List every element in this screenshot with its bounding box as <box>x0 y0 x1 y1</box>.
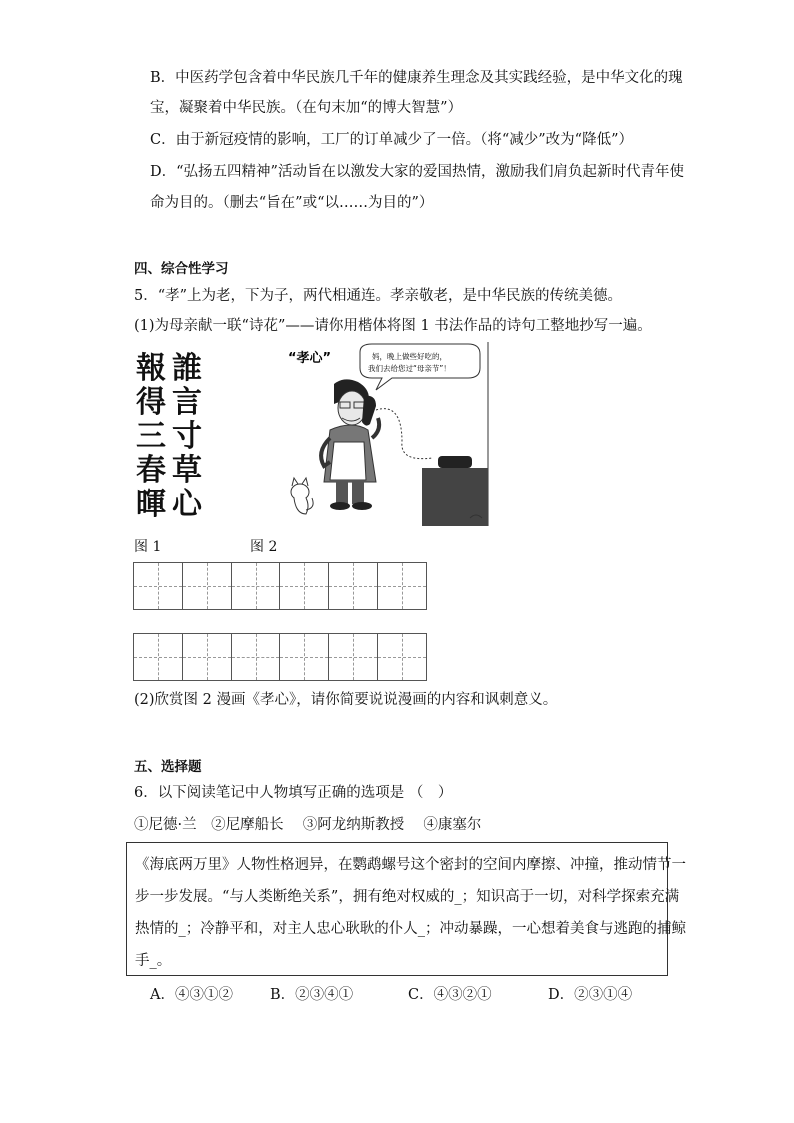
q5-intro: 5．“孝”上为老，下为子，两代相通连。孝亲敬老，是中华民族的传统美德。 <box>134 288 623 304</box>
note-line: 热情的_；冷静平和，对主人忠心耿耿的仆人_；冲动暴躁，一心想着美食与逃跑的捕鲸 <box>135 921 686 937</box>
section5-heading: 五、选择题 <box>134 759 202 775</box>
option-b[interactable]: B．②③④① <box>270 987 354 1003</box>
reading-note-box <box>126 842 686 976</box>
calligraphy-figure <box>134 352 214 522</box>
callig-char: 暉 <box>136 487 166 522</box>
callig-char: 報 <box>136 351 166 386</box>
q5-part2: (2)欣赏图 2 漫画《孝心》，请你简要说说漫画的内容和讽刺意义。 <box>134 692 558 708</box>
writing-cell[interactable] <box>329 563 378 609</box>
option-d-line2: 命为目的。（删去“旨在”或“以……为目的”） <box>150 195 434 211</box>
writing-cell[interactable] <box>280 563 329 609</box>
option-b-line2: 宝，凝聚着中华民族。（在句末加“的博大智慧”） <box>150 100 463 116</box>
option-a[interactable]: A．④③①② <box>150 987 233 1003</box>
note-line: 《海底两万里》人物性格迥异，在鹦鹉螺号这个密封的空间内摩擦、冲撞，推动情节一 <box>135 857 686 873</box>
writing-cell[interactable] <box>183 634 232 680</box>
callig-char: 草 <box>172 453 202 488</box>
comic-figure <box>272 342 490 526</box>
q5-part1: (1)为母亲献一联“诗花”——请你用楷体将图 1 书法作品的诗句工整地抄写一遍。 <box>134 318 652 334</box>
writing-grid-row2[interactable] <box>133 633 427 681</box>
option-c[interactable]: C．④③②① <box>408 987 492 1003</box>
note-line: 步一步发展。“与人类断绝关系”，拥有绝对权威的_；知识高于一切，对科学探索充满 <box>135 889 680 905</box>
writing-grid-row1[interactable] <box>133 562 427 610</box>
callig-char: 寸 <box>172 419 202 454</box>
writing-cell[interactable] <box>232 563 281 609</box>
option-b-line1: B．中医药学包含着中华民族几千年的健康养生理念及其实践经验，是中华文化的瑰 <box>150 70 683 86</box>
option-d[interactable]: D．②③①④ <box>548 987 633 1003</box>
writing-cell[interactable] <box>378 634 426 680</box>
writing-cell[interactable] <box>232 634 281 680</box>
callig-char: 言 <box>172 385 202 420</box>
callig-char: 三 <box>136 419 166 454</box>
writing-cell[interactable] <box>378 563 426 609</box>
comic-bubble-line2: 我们去给您过“母亲节”！ <box>368 364 451 373</box>
note-line: 手_。 <box>135 953 172 969</box>
writing-cell[interactable] <box>183 563 232 609</box>
q6-items: ①尼德·兰 ②尼摩船长 ③阿龙纳斯教授 ④康塞尔 <box>134 817 482 833</box>
option-d-line1: D．“弘扬五四精神”活动旨在以激发大家的爱国热情，激励我们肩负起新时代青年使 <box>150 164 684 180</box>
writing-cell[interactable] <box>134 563 183 609</box>
callig-char: 誰 <box>172 351 202 386</box>
q6-stem: 6．以下阅读笔记中人物填写正确的选项是 （ ） <box>134 785 453 801</box>
callig-char: 心 <box>172 487 202 522</box>
option-c-line: C．由于新冠疫情的影响，工厂的订单减少了一倍。（将“减少”改为“降低”） <box>150 132 633 148</box>
comic-title: “孝心” <box>288 351 332 366</box>
callig-char: 得 <box>136 385 166 420</box>
writing-cell[interactable] <box>134 634 183 680</box>
callig-char: 春 <box>136 453 166 488</box>
section4-heading: 四、综合性学习 <box>134 261 229 277</box>
fig1-label: 图 1 <box>134 539 162 555</box>
writing-cell[interactable] <box>329 634 378 680</box>
writing-cell[interactable] <box>280 634 329 680</box>
comic-bubble-line1: 妈，晚上做些好吃的， <box>372 352 447 361</box>
fig2-label: 图 2 <box>250 539 278 555</box>
